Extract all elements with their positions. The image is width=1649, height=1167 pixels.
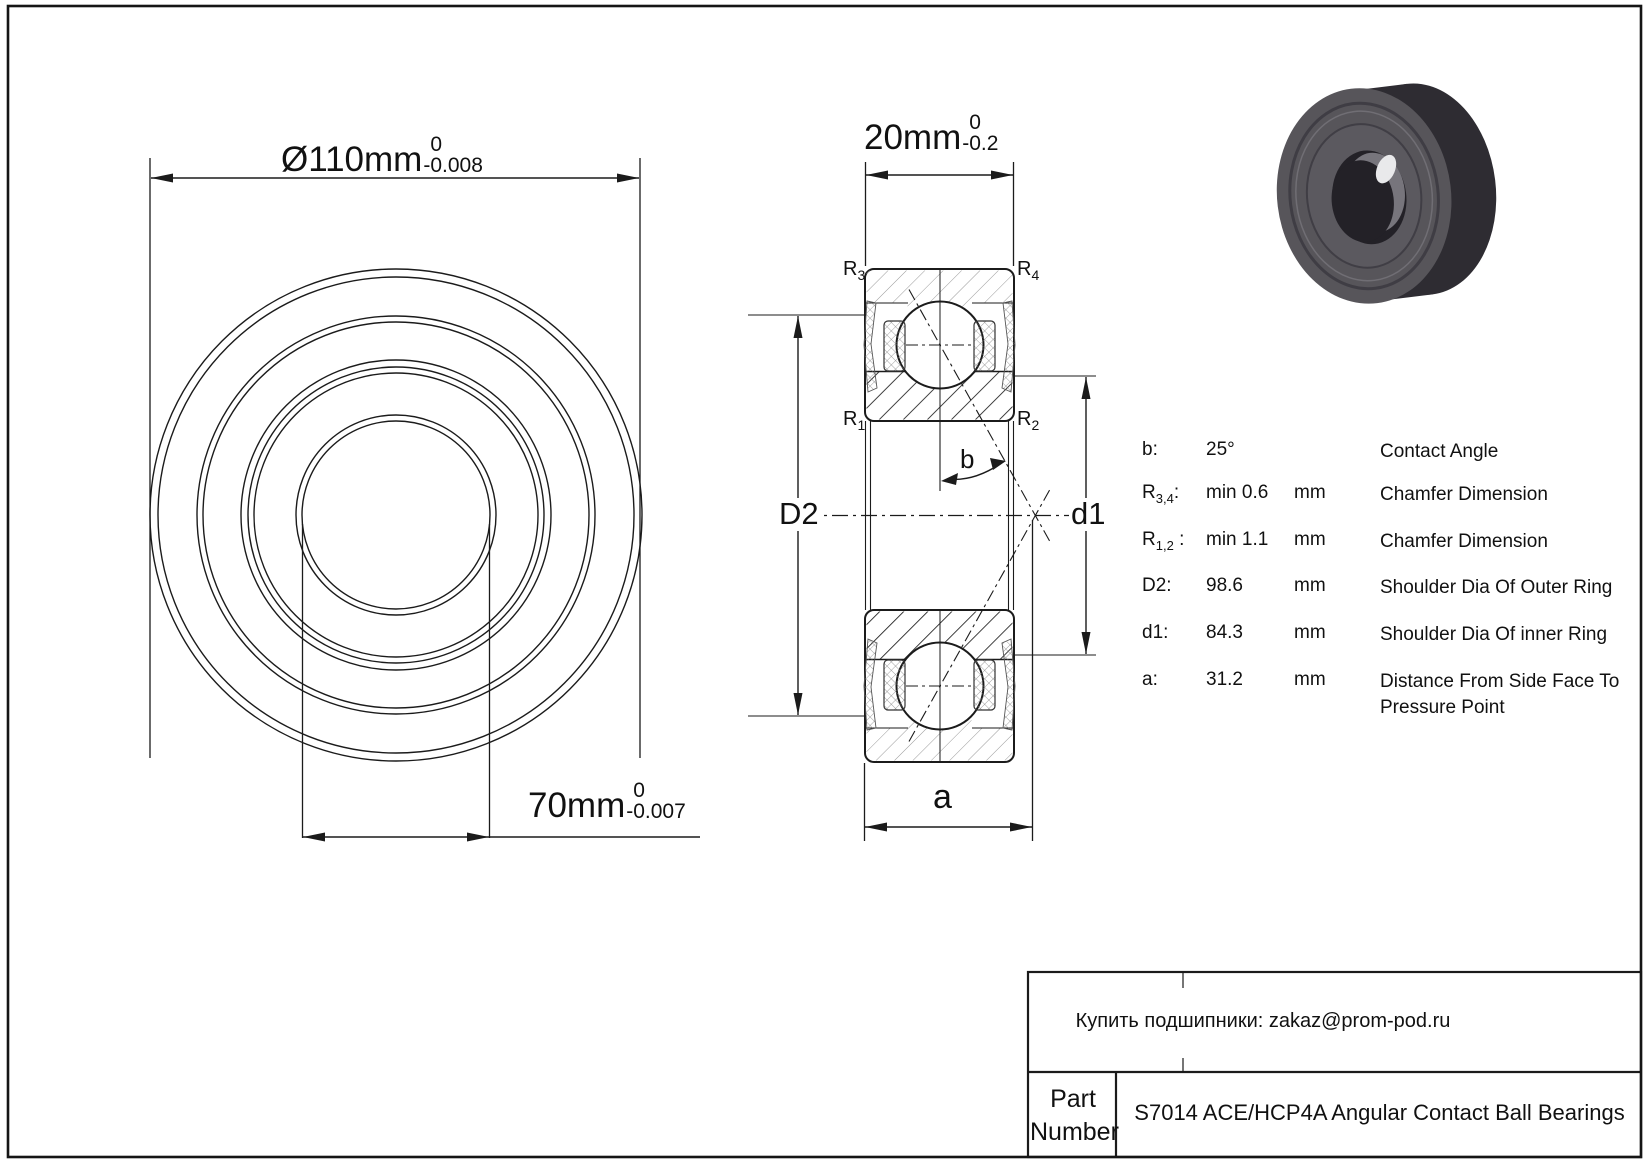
spec-value: 25° [1206, 439, 1235, 460]
part-number-label: Part Number [1030, 1085, 1119, 1146]
bore-dimension-tolerance: 0 -0.007 [626, 779, 686, 824]
spec-desc: Shoulder Dia Of Outer Ring [1380, 577, 1613, 598]
a-label: a [933, 778, 952, 816]
spec-desc: Chamfer Dimension [1380, 531, 1548, 552]
spec-desc: Chamfer Dimension [1380, 484, 1548, 505]
contact-info-text: Купить подшипники: zakaz@prom-pod.ru [1075, 1010, 1451, 1032]
od-dimension-value: Ø110mm [281, 140, 423, 180]
bearing-photo-3d [1265, 73, 1509, 314]
spec-label: d1: [1142, 622, 1169, 643]
chamfer-label-r2: $R_2$ [1017, 408, 1040, 433]
spec-row-chamfer-12 [1142, 529, 1625, 555]
title-block-lines [1028, 972, 1641, 1157]
d1-label: d1 [1071, 496, 1106, 531]
spec-desc: Contact Angle [1380, 441, 1499, 462]
spec-row-contact-angle [1142, 439, 1625, 465]
spec-label: a: [1142, 669, 1158, 690]
width-dimension-lines [866, 162, 1014, 266]
spec-row-d1 [1142, 622, 1625, 648]
bore-dimension-value: 70mm [528, 786, 626, 826]
width-dimension-value: 20mm [864, 118, 962, 158]
spec-label: b: [1142, 439, 1158, 460]
spec-unit: mm [1294, 529, 1326, 550]
spec-row-chamfer-34 [1142, 482, 1625, 508]
front-view-dimensions [150, 158, 700, 842]
front-view-circles [150, 269, 642, 761]
chamfer-label-r1: $R_1$ [843, 408, 866, 433]
spec-label: $R_{3,4}$: [1142, 482, 1180, 506]
spec-value: 31.2 [1206, 669, 1243, 690]
bore-dimension-text [528, 780, 686, 826]
spec-value: 84.3 [1206, 622, 1243, 643]
part-number-value: S7014 ACE/HCP4A Angular Contact Ball Bearings [1134, 1100, 1625, 1125]
spec-row-d2 [1142, 575, 1625, 601]
spec-unit: mm [1294, 575, 1326, 596]
spec-row-a [1142, 669, 1625, 721]
od-dimension-text [281, 134, 483, 180]
chamfer-label-r3: $R_3$ [843, 258, 866, 283]
width-dimension-tolerance: 0 -0.2 [962, 111, 999, 156]
spec-label: $R_{1,2}$ : [1142, 529, 1185, 553]
spec-value: 98.6 [1206, 575, 1243, 596]
spec-unit: mm [1294, 669, 1326, 690]
spec-unit: mm [1294, 622, 1326, 643]
spec-label: D2: [1142, 575, 1172, 596]
spec-value: min 0.6 [1206, 482, 1269, 503]
chamfer-label-r4: $R_4$ [1017, 258, 1040, 283]
spec-desc: Shoulder Dia Of inner Ring [1380, 624, 1608, 645]
width-dimension-text [864, 112, 998, 158]
d2-label: D2 [779, 496, 819, 531]
spec-value: min 1.1 [1206, 529, 1269, 550]
spec-desc: Distance From Side Face To Pressure Point [1380, 671, 1620, 719]
contact-angle-label: b [960, 444, 975, 474]
od-dimension-tolerance: 0 -0.008 [423, 133, 483, 178]
spec-unit: mm [1294, 482, 1326, 503]
